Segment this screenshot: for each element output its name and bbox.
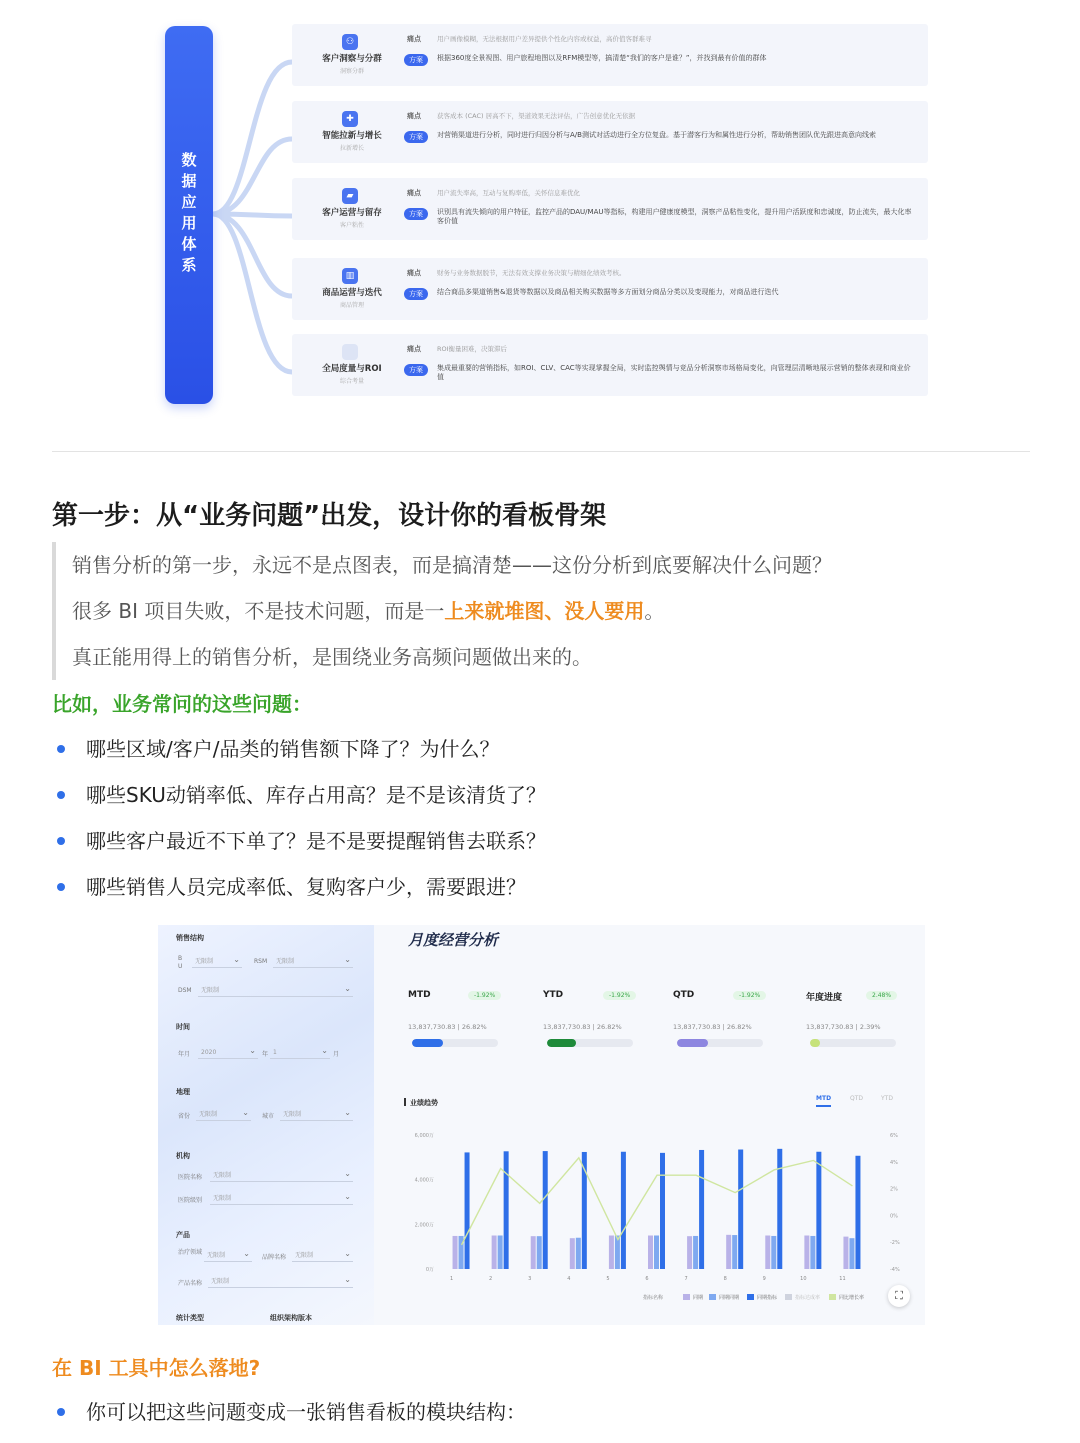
mindmap-row <box>292 101 928 163</box>
brand-name-select[interactable]: 无限制 ⌄ <box>292 1250 353 1262</box>
stat-type-label: 统计类型 <box>176 1314 204 1322</box>
quote-line: 销售分析的第一步，永远不是点图表，而是搞清楚——这份分析到底要解决什么问题？ <box>72 553 832 577</box>
x-tick-label: 1 <box>449 1276 454 1282</box>
bar-同期指标 <box>738 1150 743 1269</box>
solution-tag: 方案 <box>404 208 428 220</box>
list-item: 哪些销售人员完成率低、复购客户少，需要跟进？ <box>52 864 546 910</box>
pain-tag: 痛点 <box>407 269 421 277</box>
x-tick-label: 9 <box>762 1276 766 1282</box>
year-select[interactable]: 2020 ⌄ <box>198 1047 258 1059</box>
kpi-change-badge: -1.92% <box>603 991 636 1000</box>
x-tick-label: 3 <box>528 1276 532 1282</box>
legend-label: 同期指标 <box>757 1295 778 1301</box>
x-tick-label: 2 <box>489 1276 493 1282</box>
legend-swatch <box>683 1294 690 1300</box>
filter-panel <box>158 925 374 1325</box>
bar-同期同期 <box>771 1236 776 1269</box>
solution-text: 集成最重要的营销指标，如ROI、CLV、CAC等实现掌握全局，实时监控舆情与竞品分析洞察市场格局变化，向管理层清晰地展示营销的整体表现和商业价值 <box>437 364 911 382</box>
list-item: 哪些SKU动销率低、库存占用高？是不是该清货了？ <box>52 772 546 818</box>
mindmap-row-subtitle: 洞察分群 <box>339 68 364 75</box>
bar-同期指标 <box>777 1149 782 1269</box>
x-tick-label: 11 <box>839 1276 846 1282</box>
legend-swatch <box>785 1294 792 1300</box>
kpi-name: 年度进度 <box>806 993 843 1003</box>
bar-同期 <box>843 1237 848 1269</box>
building-icon: ▥ <box>342 268 358 284</box>
x-tick-label: 4 <box>567 1276 571 1282</box>
list-item: 你可以把这些问题变成一张销售看板的模块结构： <box>52 1389 526 1435</box>
mindmap-row-title: 智能拉新与增长 <box>322 131 382 141</box>
kpi-progress-bar <box>677 1039 763 1047</box>
y2-tick-label: 6% <box>890 1133 898 1139</box>
pain-text: 财务与业务数据脱节，无法有效支撑业务决策与精细化绩效考核。 <box>437 269 626 277</box>
question-list <box>52 726 546 910</box>
bar-同期指标 <box>855 1156 860 1269</box>
bar-同期同期 <box>576 1238 581 1269</box>
mindmap-row-title: 商品运营与迭代 <box>322 288 382 298</box>
y2-tick-label: -2% <box>890 1240 900 1247</box>
tab-qtd[interactable]: QTD <box>850 1095 864 1102</box>
y2-tick-label: 2% <box>890 1186 898 1193</box>
bar-同期同期 <box>654 1236 659 1270</box>
mindmap-pillar-label: 数据应用体系 <box>179 152 198 278</box>
mindmap-row-subtitle: 综合考量 <box>339 378 364 385</box>
tab-mtd[interactable]: MTD <box>816 1095 831 1107</box>
mindmap-row <box>292 178 928 240</box>
fullscreen-icon[interactable]: ⛶ <box>888 1285 910 1307</box>
kpi-change-badge: 2.48% <box>866 991 897 1000</box>
solution-text: 根据360度全景视图、用户旅程地图以及RFM模型等，搞清楚“我们的客户是谁？”，并找到最有价值的群体 <box>437 54 767 62</box>
bar-同期 <box>531 1236 536 1269</box>
legend-swatch <box>747 1294 754 1300</box>
legend-swatch <box>709 1294 716 1300</box>
province-label: 省份 <box>178 1113 191 1120</box>
pain-text: 用户流失率高，互动与复购率低，关怀信息难优化 <box>437 189 580 197</box>
bar-同期同期 <box>732 1235 737 1269</box>
filter-section-org: 机构 <box>176 1152 190 1160</box>
kpi-value: 13,837,730.83 | 26.82% <box>673 1023 752 1031</box>
section-heading: 第一步：从“业务问题”出发，设计你的看板骨架 <box>52 501 607 531</box>
example-heading: 比如，业务常问的这些问题： <box>52 692 312 716</box>
mindmap-row-title: 全局度量与ROI <box>322 364 382 374</box>
y2-tick-label: 0% <box>890 1213 898 1220</box>
bar-同期指标 <box>504 1151 509 1269</box>
bi-list <box>52 1389 526 1435</box>
province-select[interactable]: 无限制 ⌄ <box>196 1109 251 1121</box>
bar-同期指标 <box>621 1152 626 1269</box>
hospital-level-select[interactable]: 无限制 ⌄ <box>210 1193 353 1205</box>
x-tick-label: 6 <box>645 1276 649 1282</box>
bar-同期 <box>765 1236 770 1270</box>
dsm-select[interactable]: 无限制 ⌄ <box>198 985 353 997</box>
roi-icon: ◻ <box>342 344 358 360</box>
truck-icon: ▰ <box>342 188 358 204</box>
bi-heading: 在 BI 工具中怎么落地? <box>52 1356 261 1380</box>
product-name-label: 产品名称 <box>178 1280 203 1287</box>
bu-select[interactable]: 无限制 ⌄ <box>192 956 242 968</box>
bar-同期同期 <box>615 1236 620 1270</box>
mindmap-row-title: 客户运营与留存 <box>322 208 382 218</box>
solution-text: 结合商品多渠道销售&退货等数据以及商品相关购买数据等多方面划分商品分类以及变现能力，对商品进行迭代 <box>437 288 779 296</box>
data-application-mindmap <box>155 14 945 414</box>
bar-同期 <box>609 1236 614 1270</box>
growth-icon: ✚ <box>342 111 358 127</box>
x-tick-label: 8 <box>723 1276 727 1282</box>
pain-text: 获客成本 (CAC) 居高不下，渠道效果无法评估，广告创意优化无依据 <box>437 112 636 120</box>
bar-同期 <box>726 1235 731 1269</box>
mindmap-row-subtitle: 拉新增长 <box>339 145 364 152</box>
kpi-name: MTD <box>408 990 431 1000</box>
mindmap-row-title: 客户洞察与分群 <box>322 54 382 64</box>
filter-section-geo: 地理 <box>176 1088 190 1096</box>
year-unit: 年 <box>262 1051 269 1058</box>
bar-同期同期 <box>849 1238 854 1269</box>
list-item: 哪些客户最近不下单了？是不是要提醒销售去联系？ <box>52 818 546 864</box>
therapy-area-select[interactable]: 无限制 ⌄ <box>204 1250 252 1262</box>
y-tick-label: 6,000万 <box>414 1133 434 1139</box>
pain-tag: 痛点 <box>407 35 421 43</box>
bar-同期指标 <box>543 1151 548 1269</box>
solution-text: 识别具有流失倾向的用户特征，监控产品的DAU/MAU等指标，构建用户健康度模型，洞察产品粘性变化，提升用户活跃度和忠诚度，防止流失，最大化率客价值 <box>437 208 912 226</box>
blockquote <box>52 542 1012 680</box>
pain-text: 用户画像模糊，无法根据用户差异提供个性化内容或权益，高价值客群难寻 <box>437 35 652 43</box>
chart-title: 业绩趋势 <box>410 1099 438 1107</box>
mindmap-pillar <box>165 26 213 404</box>
dashboard-title: 月度经营分析 <box>408 931 499 949</box>
quote-highlight: 上来就堆图、没人要用 <box>444 599 645 623</box>
solution-tag: 方案 <box>404 364 428 376</box>
org-version-label: 组织架构版本 <box>270 1314 312 1322</box>
bar-同期同期 <box>537 1236 542 1269</box>
quote-line: 真正能用得上的销售分析，是围绕业务高频问题做出来的。 <box>72 645 592 669</box>
kpi-progress-fill <box>412 1039 443 1047</box>
dashboard-screenshot <box>158 925 925 1325</box>
legend-title: 指标名称 <box>643 1295 664 1301</box>
bar-同期指标 <box>465 1152 470 1269</box>
bar-同期指标 <box>660 1153 665 1269</box>
pain-tag: 痛点 <box>407 112 421 120</box>
bar-同期同期 <box>693 1236 698 1269</box>
x-tick-label: 10 <box>800 1276 807 1282</box>
bu-label: B U <box>178 955 183 970</box>
pain-tag: 痛点 <box>407 189 421 197</box>
hospital-name-select[interactable]: 无限制 ⌄ <box>210 1170 353 1182</box>
bar-同期指标 <box>699 1150 704 1269</box>
y2-tick-label: -4% <box>890 1267 900 1273</box>
bar-同期 <box>804 1236 809 1270</box>
y-tick-label: 4,000万 <box>414 1177 434 1184</box>
y2-tick-label: 4% <box>890 1159 898 1166</box>
kpi-value: 13,837,730.83 | 26.82% <box>408 1023 487 1031</box>
mindmap-row <box>292 258 928 320</box>
x-tick-label: 7 <box>684 1276 688 1282</box>
dsm-label: DSM <box>178 987 192 994</box>
kpi-name: QTD <box>673 990 695 1000</box>
mindmap-row-subtitle: 客户粘性 <box>339 222 364 229</box>
solution-tag: 方案 <box>404 288 428 300</box>
hospital-level-label: 医院级别 <box>178 1197 203 1204</box>
kpi-change-badge: -1.92% <box>468 991 501 1000</box>
city-label: 城市 <box>262 1113 275 1120</box>
kpi-name: YTD <box>543 990 564 1000</box>
kpi-value: 13,837,730.83 | 26.82% <box>543 1023 622 1031</box>
month-unit: 月 <box>333 1051 340 1058</box>
kpi-progress-fill <box>547 1039 576 1047</box>
legend-label: 同期同期 <box>719 1295 740 1301</box>
legend-label: 同期 <box>693 1295 704 1301</box>
filter-section-sales: 销售结构 <box>176 934 204 942</box>
brand-name-label: 品牌名称 <box>262 1254 287 1261</box>
list-item: 哪些区域/客户/品类的销售额下降了？为什么？ <box>52 726 546 772</box>
mindmap-row-subtitle: 商品管理 <box>339 302 364 309</box>
bar-同期 <box>687 1236 692 1269</box>
solution-tag: 方案 <box>404 54 428 66</box>
bar-同期 <box>492 1236 497 1270</box>
bar-同期同期 <box>810 1236 815 1269</box>
tab-ytd[interactable]: YTD <box>881 1095 893 1102</box>
hospital-name-label: 医院名称 <box>178 1174 203 1181</box>
city-select[interactable]: 无限制 ⌄ <box>280 1109 353 1121</box>
section-divider <box>52 451 1030 452</box>
kpi-progress-bar <box>547 1039 633 1047</box>
rsm-label: RSM <box>254 958 268 965</box>
quote-line: 很多 BI 项目失败，不是技术问题，而是一上来就堆图、没人要用。 <box>72 599 665 623</box>
performance-trend-chart <box>398 1115 913 1315</box>
kpi-value: 13,837,730.83 | 2.39% <box>806 1023 881 1031</box>
legend-label: 同比增长率 <box>839 1295 865 1301</box>
rsm-select[interactable]: 无限制 ⌄ <box>273 956 353 968</box>
y-tick-label: 2,000万 <box>414 1222 434 1229</box>
bar-同期指标 <box>816 1152 821 1269</box>
bar-同期 <box>648 1236 653 1270</box>
solution-text: 对营销渠道进行分析，同时进行归因分析与A/B测试对活动进行全方位复盘。基于潜客行为和属性进行分析，帮助销售团队优先跟进高意向线索 <box>437 131 876 139</box>
mindmap-row <box>292 334 928 396</box>
filter-section-time: 时间 <box>176 1023 190 1031</box>
bar-同期 <box>453 1236 458 1269</box>
pain-text: ROI衡量困难，决策滞后 <box>437 345 508 353</box>
kpi-progress-fill <box>810 1039 820 1047</box>
line-series-同比增长率 <box>462 1158 853 1245</box>
pain-tag: 痛点 <box>407 345 421 353</box>
month-select[interactable]: 1 ⌄ <box>270 1047 330 1059</box>
mindmap-row <box>292 24 928 86</box>
kpi-change-badge: -1.92% <box>733 991 766 1000</box>
therapy-area-label: 治疗领域 <box>178 1249 203 1256</box>
bar-同期同期 <box>498 1236 503 1270</box>
solution-tag: 方案 <box>404 131 428 143</box>
kpi-progress-bar <box>412 1039 498 1047</box>
x-tick-label: 5 <box>606 1276 610 1282</box>
year-month-label: 年月 <box>178 1051 191 1058</box>
kpi-progress-bar <box>810 1039 896 1047</box>
filter-section-product: 产品 <box>176 1231 190 1239</box>
kpi-progress-fill <box>677 1039 708 1047</box>
legend-label: 指标达成率 <box>795 1295 821 1301</box>
user-group-icon: ⚇ <box>342 34 358 50</box>
legend-swatch <box>829 1294 836 1300</box>
product-name-select[interactable]: 无限制 ⌄ <box>208 1276 353 1288</box>
bar-同期 <box>570 1238 575 1269</box>
y-tick-label: 0万 <box>425 1267 434 1273</box>
